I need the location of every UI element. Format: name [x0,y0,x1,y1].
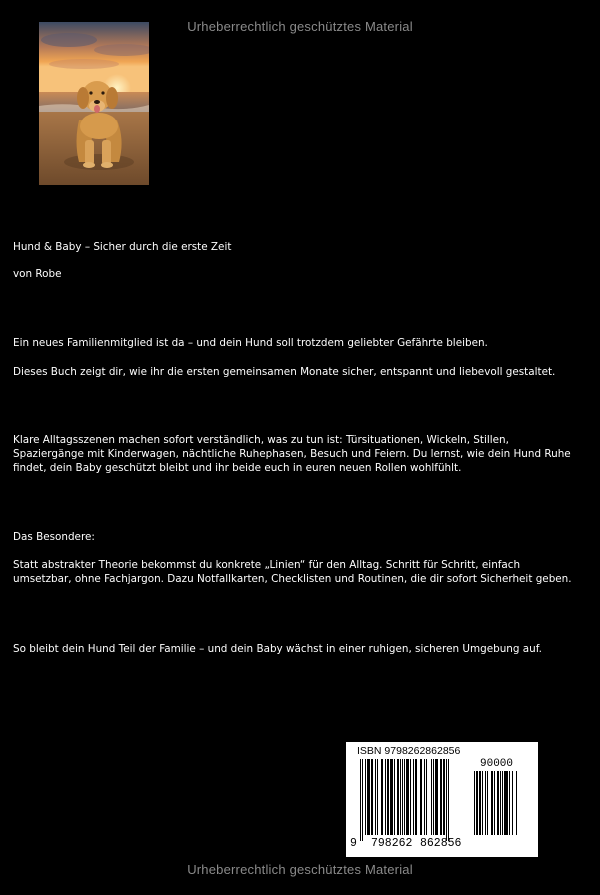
ean-barcode-bars [360,759,468,843]
barcode-digits-right: 862856 [420,837,462,850]
blurb-heading: Das Besondere: [13,531,95,543]
blurb-paragraph-1: Ein neues Familienmitglied ist da – und dein Hund soll trotzdem geliebter Gefährte bleiben. [13,337,488,349]
cover-image [39,22,149,185]
barcode-digits-left: 798262 [371,837,413,850]
isbn-barcode [346,742,538,857]
copyright-watermark-top: Urheberrechtlich geschütztes Material [187,19,413,34]
barcode-digit-first: 9 [350,837,357,850]
author-line: von Robe [13,268,62,280]
copyright-watermark-bottom: Urheberrechtlich geschütztes Material [187,862,413,877]
book-title: Hund & Baby – Sicher durch die erste Zeit [13,241,232,253]
blurb-paragraph-3: Klare Alltagsszenen machen sofort verständlich, was zu tun ist: Türsituationen, Wickeln, Stillen, Spaziergänge mit Kinderwagen, nächtliche Ruhephasen, Besuch und Feiern. Du lernst, wie dein Hund Ruhe findet, dein Baby geschützt bleibt und ihr beide euch in euren neuen Rollen wohlfühlt. [13,434,571,474]
blurb-paragraph-5: So bleibt dein Hund Teil der Familie – und dein Baby wächst in einer ruhigen, sicheren Umgebung auf. [13,643,542,655]
isbn-label: ISBN 9798262862856 [357,745,461,757]
addon-barcode-bars [474,771,526,843]
blurb-paragraph-4: Statt abstrakter Theorie bekommst du konkrete „Linien“ für den Alltag. Schritt für Schritt, einfach umsetzbar, ohne Fachjargon. Dazu Notfallkarten, Checklisten und Routinen, die dir sofort Sicherheit geben. [13,559,572,585]
dog-on-beach-illustration [39,22,149,185]
price-code: 90000 [480,758,514,770]
blurb-paragraph-2: Dieses Buch zeigt dir, wie ihr die ersten gemeinsamen Monate sicher, entspannt und liebevoll gestaltet. [13,366,556,378]
